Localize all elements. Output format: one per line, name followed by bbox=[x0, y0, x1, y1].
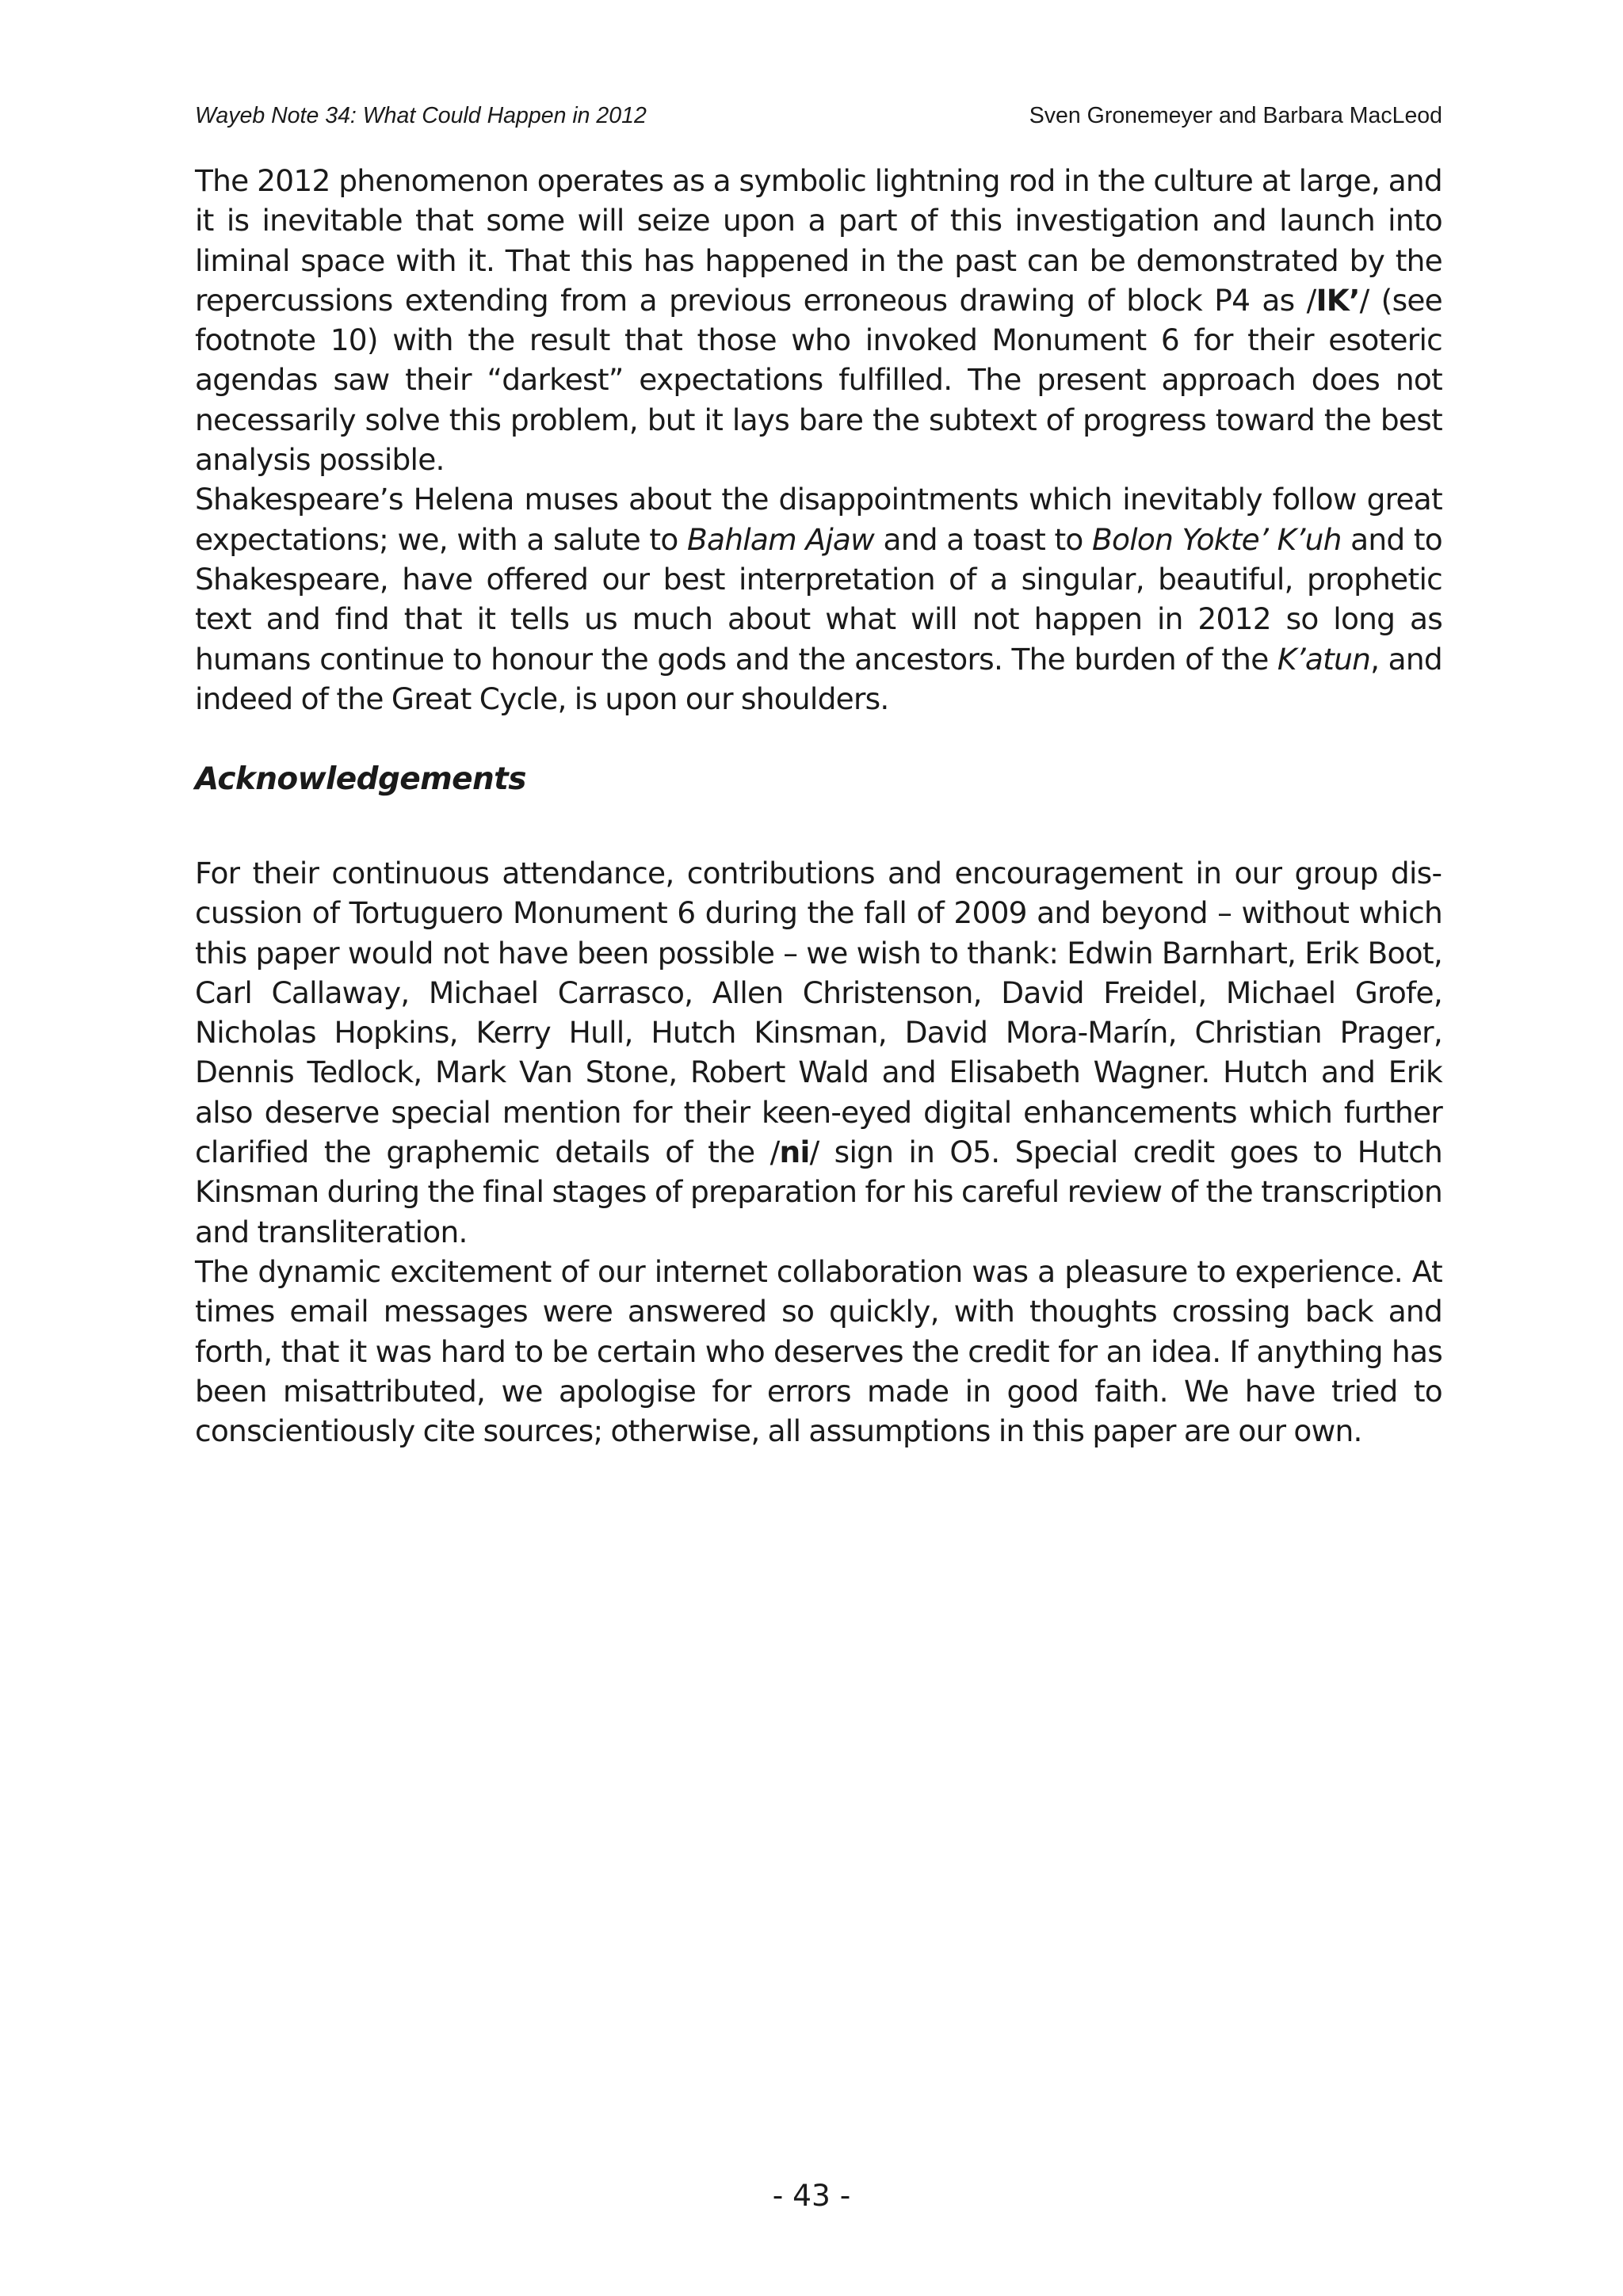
text-run: and a toast to bbox=[874, 521, 1093, 557]
mayan-term-italic: K’atun bbox=[1277, 641, 1371, 677]
page-number: - 43 - bbox=[772, 2178, 851, 2213]
body-paragraph bbox=[195, 853, 1442, 1252]
text-run: The 2012 phenomenon operates as a symbolic lightning rod in the culture at large, and it is inevitable that some will seize upon a part of this investigation and launch into liminal space with it. That this has happened in the past can be demonstrated by the repercussions extending from a previous erroneous drawing of block P4 as / bbox=[195, 163, 1442, 318]
mayan-name-italic: Bolon Yokte’ K’uh bbox=[1092, 521, 1342, 557]
body-paragraph bbox=[195, 479, 1442, 719]
text-run: / (see footnote 10) with the result that those who invoked Monument 6 for their esoteric agendas saw their “darkest” expectations fulfilled. The present approach does not necessarily solve this problem, but it lays bare the subtext of progress toward the best analysis possible. bbox=[195, 282, 1442, 478]
header-publication-title: Wayeb Note 34: What Could Happen in 2012 bbox=[195, 103, 647, 128]
header-authors: Sven Gronemeyer and Barbara MacLeod bbox=[1029, 103, 1442, 128]
mayan-name-italic: Bahlam Ajaw bbox=[687, 521, 875, 557]
transliteration-bold: IK’ bbox=[1316, 282, 1360, 318]
concluding-section bbox=[195, 161, 1442, 719]
acknowledgements-heading: Acknowledgements bbox=[195, 761, 526, 797]
text-run: For their continuous attendance, contributions and encouragement in our group discussion of Tortuguero Monument 6 during the fall of 2009 and beyond – without which this paper would not have been possible – we wish to thank: Edwin Barnhart, Erik Boot, Carl Callaway, Michael Carrasco, Allen Christenson, David Freidel, Michael Grofe, Nicholas Hopkins, Kerry Hull, Hutch Kinsman, David Mora-Marín, Christian Prager, Dennis Tedlock, Mark Van Stone, Robert Wald and Elisabeth Wagner. Hutch and Erik also deserve special mention for their keen-eyed digital enhancements which further clarified the graphemic details of the / bbox=[195, 856, 1442, 1170]
body-paragraph bbox=[195, 161, 1442, 479]
running-header bbox=[195, 100, 1442, 132]
acknowledgements-section bbox=[195, 853, 1442, 1451]
text-run: and to Shakespeare, have offered our best interpretation of a singular, beautiful, prophetic text and find that it tells us much about what will not happen in 2012 so long as humans continue to honour the gods and the ancestors. The burden of the bbox=[195, 521, 1442, 677]
text-run: / sign in O5. Special credit goes to Hutch Kinsman during the final stages of preparation for his careful review of the transcription and transliteration. bbox=[195, 1135, 1442, 1249]
text-run: Shakespeare’s Helena muses about the disappointments which inevitably follow great expectations; we, with a salute to bbox=[195, 482, 1442, 557]
text-run: , and indeed of the Great Cycle, is upon our shoulders. bbox=[195, 641, 1442, 716]
body-paragraph: The dynamic excitement of our internet collaboration was a pleasure to experience. At times email messages were answered so quickly, with thoughts crossing back and forth, that it was hard to be certain who deserves the credit for an idea. If anything has been misattributed, we apologise for errors made in good faith. We have tried to conscientiously cite sources; otherwise, all assumptions in this paper are our own. bbox=[195, 1253, 1442, 1449]
transliteration-bold: ni bbox=[779, 1135, 810, 1170]
